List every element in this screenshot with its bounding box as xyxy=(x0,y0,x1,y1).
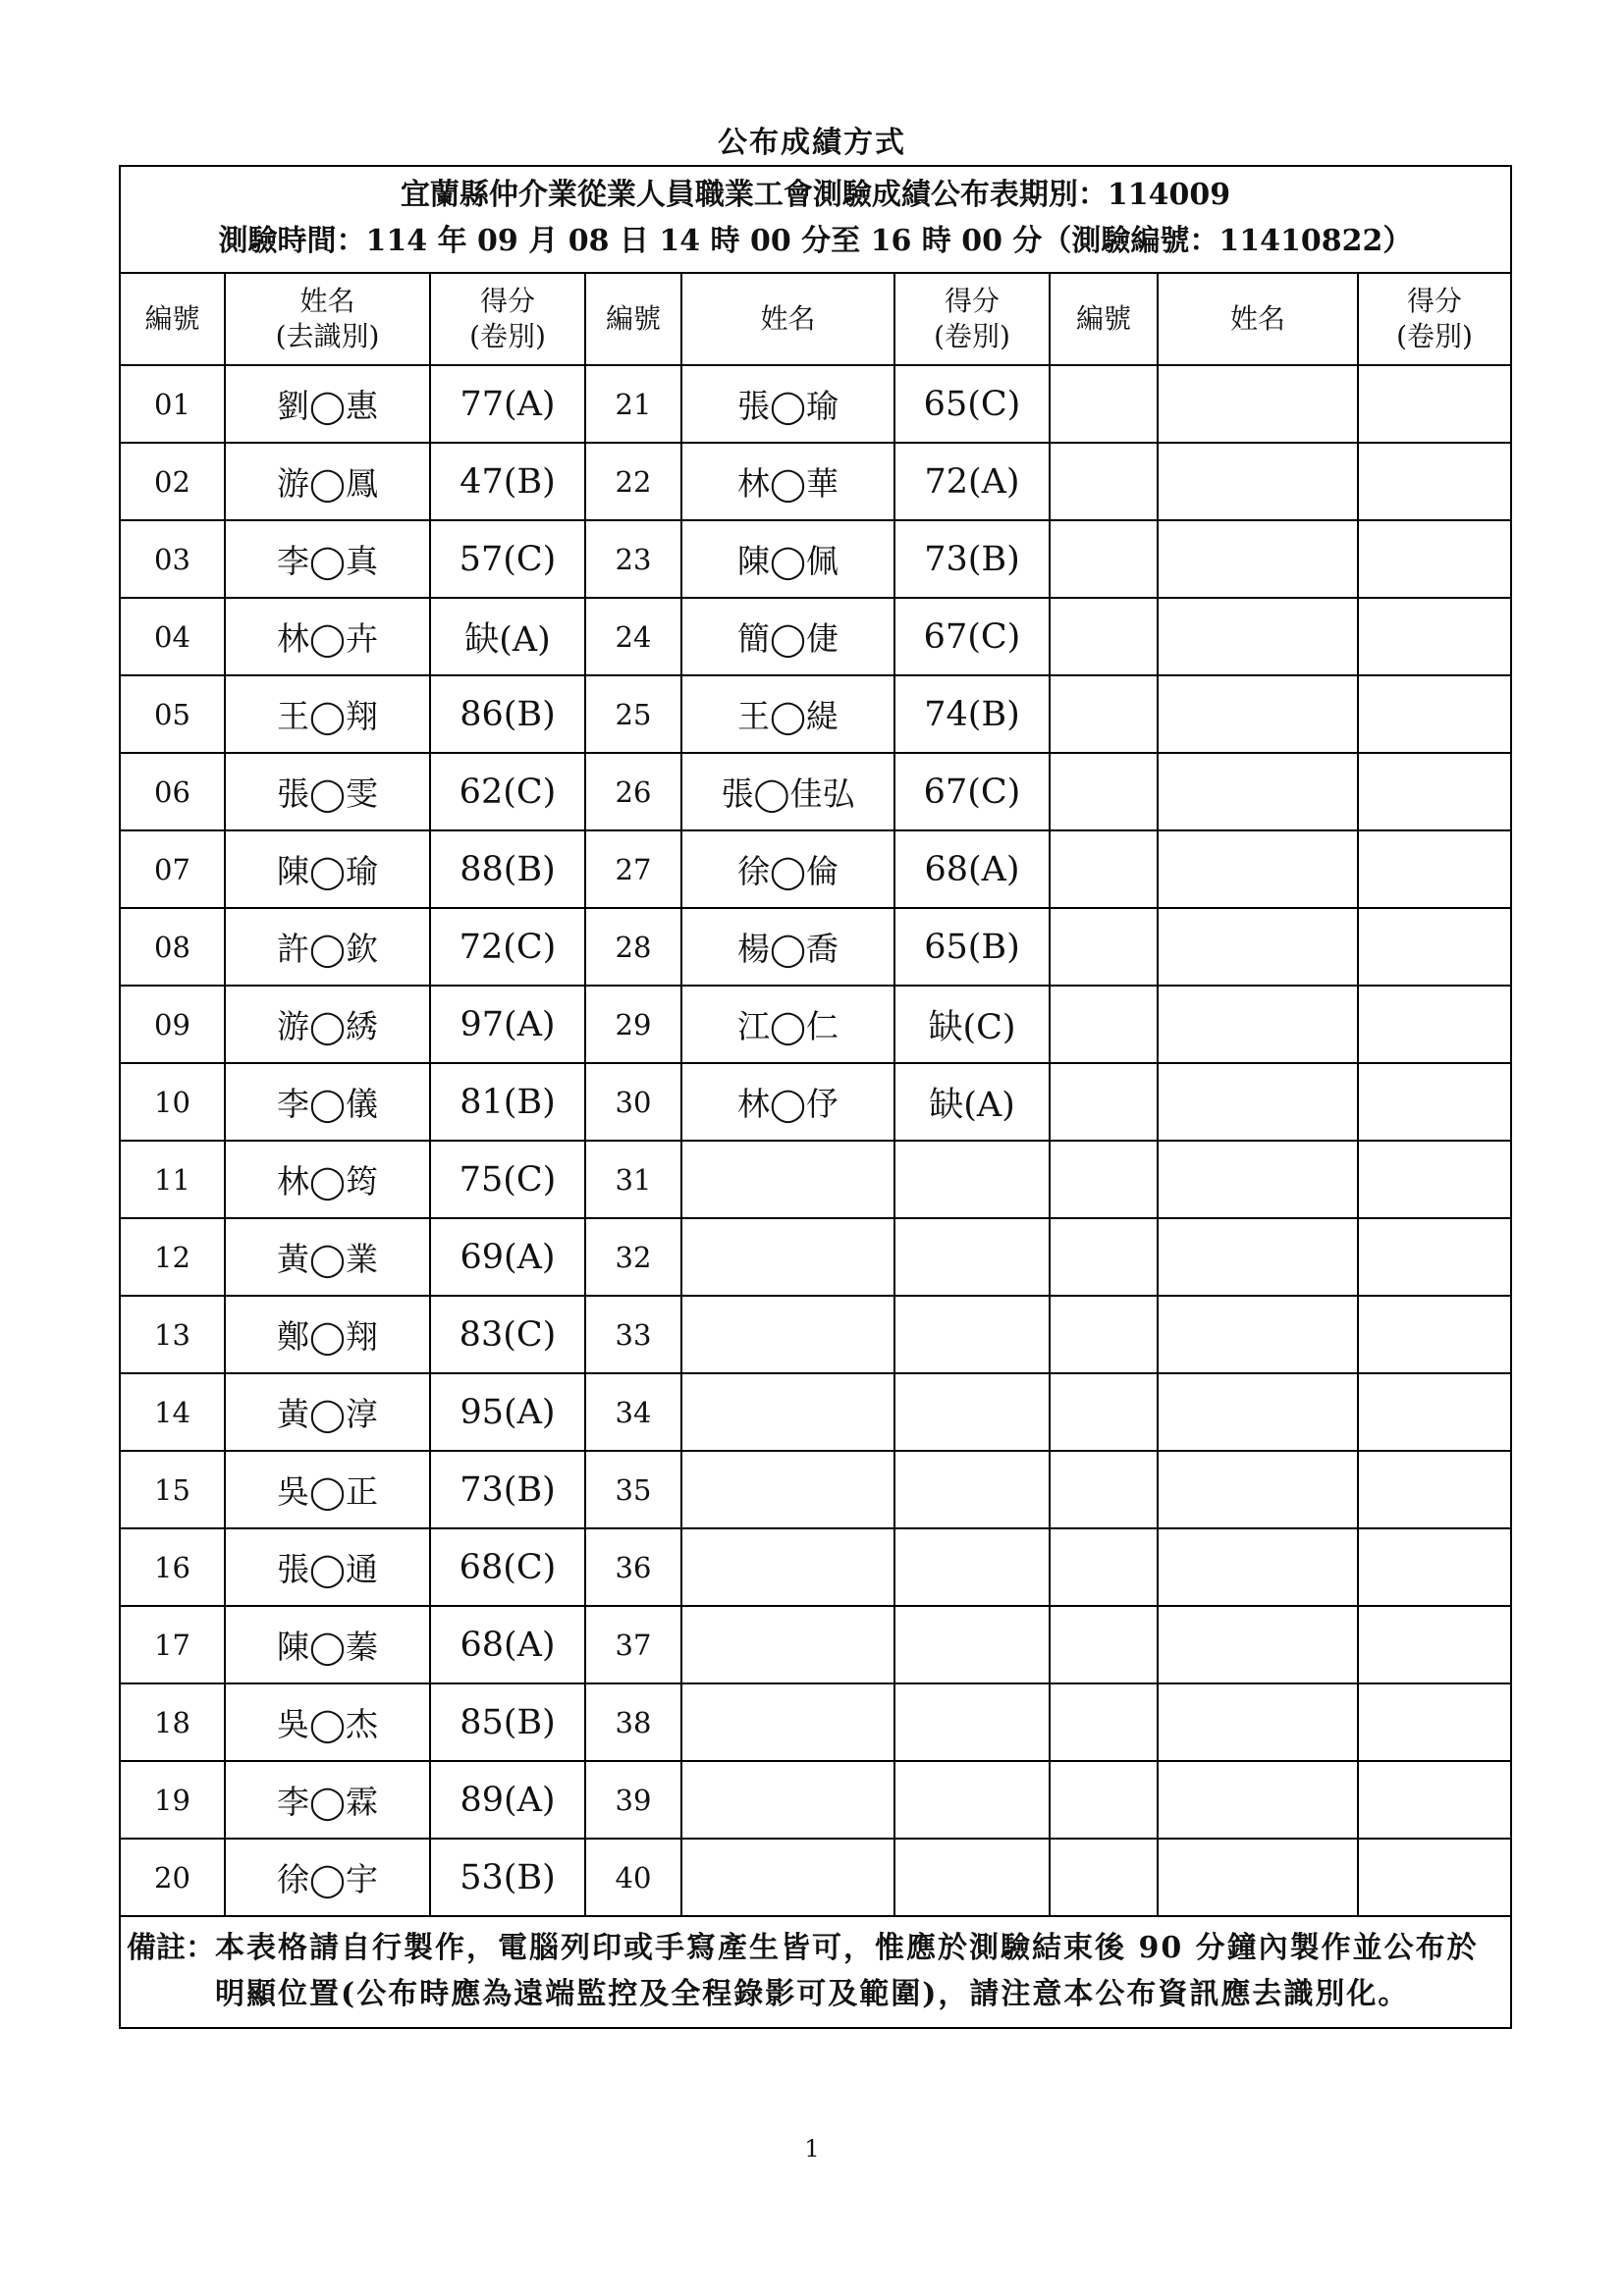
row-number: 11 xyxy=(121,1141,225,1218)
empty-score-cell xyxy=(1358,1761,1510,1839)
row-number: 27 xyxy=(585,830,681,908)
empty-number-cell xyxy=(1050,1451,1158,1528)
candidate-name: 王◯翔 xyxy=(225,675,430,753)
candidate-name: 李◯真 xyxy=(225,520,430,598)
candidate-name: 張◯佳弘 xyxy=(681,753,894,830)
empty-number-cell xyxy=(1050,1761,1158,1839)
row-number: 08 xyxy=(121,908,225,986)
empty-number-cell xyxy=(1050,520,1158,598)
empty-name-cell xyxy=(1158,1451,1358,1528)
candidate-score: 89(A) xyxy=(430,1761,585,1839)
table-row xyxy=(121,1683,1510,1761)
table-row xyxy=(121,675,1510,753)
empty-name-cell xyxy=(1158,520,1358,598)
col-header-score-sub: (卷別) xyxy=(469,320,546,352)
table-row xyxy=(121,986,1510,1063)
row-number: 03 xyxy=(121,520,225,598)
empty-score-cell xyxy=(1358,1141,1510,1218)
empty-score-cell xyxy=(1358,520,1510,598)
empty-number-cell xyxy=(1050,1063,1158,1141)
row-number: 40 xyxy=(585,1839,681,1916)
candidate-score: 65(B) xyxy=(894,908,1050,986)
candidate-score: 67(C) xyxy=(894,598,1050,675)
empty-number-cell xyxy=(1050,1839,1158,1916)
candidate-name: 鄭◯翔 xyxy=(225,1296,430,1373)
empty-score-cell xyxy=(1358,598,1510,675)
col-header-number: 編號 xyxy=(1050,274,1158,365)
candidate-name: 徐◯宇 xyxy=(225,1839,430,1916)
row-number: 34 xyxy=(585,1373,681,1451)
empty-number-cell xyxy=(1050,986,1158,1063)
candidate-score: 81(B) xyxy=(430,1063,585,1141)
candidate-score: 85(B) xyxy=(430,1683,585,1761)
row-number: 04 xyxy=(121,598,225,675)
candidate-score: 缺(C) xyxy=(894,986,1050,1063)
row-number: 10 xyxy=(121,1063,225,1141)
candidate-score xyxy=(894,1296,1050,1373)
candidate-name: 吳◯杰 xyxy=(225,1683,430,1761)
candidate-name: 簡◯倢 xyxy=(681,598,894,675)
row-number: 23 xyxy=(585,520,681,598)
table-row xyxy=(121,598,1510,675)
row-number: 14 xyxy=(121,1373,225,1451)
col-header-number: 編號 xyxy=(585,274,681,365)
empty-number-cell xyxy=(1050,1528,1158,1606)
table-row xyxy=(121,1528,1510,1606)
table-row xyxy=(121,1761,1510,1839)
candidate-score: 62(C) xyxy=(430,753,585,830)
col-header-name-sub: (去識別) xyxy=(275,320,380,352)
row-number: 07 xyxy=(121,830,225,908)
candidate-name: 吳◯正 xyxy=(225,1451,430,1528)
empty-name-cell xyxy=(1158,443,1358,520)
candidate-name xyxy=(681,1296,894,1373)
candidate-score: 68(A) xyxy=(430,1606,585,1683)
row-number: 12 xyxy=(121,1218,225,1296)
candidate-score: 69(A) xyxy=(430,1218,585,1296)
table-row xyxy=(121,753,1510,830)
empty-number-cell xyxy=(1050,365,1158,443)
candidate-score: 68(C) xyxy=(430,1528,585,1606)
row-number: 38 xyxy=(585,1683,681,1761)
row-number: 30 xyxy=(585,1063,681,1141)
row-number: 25 xyxy=(585,675,681,753)
table-row xyxy=(121,1606,1510,1683)
table-row xyxy=(121,1296,1510,1373)
page-number: 1 xyxy=(804,2135,820,2163)
score-sheet xyxy=(119,165,1512,2029)
table-row xyxy=(121,908,1510,986)
col-header-score-sub: (卷別) xyxy=(1396,320,1473,352)
table-row xyxy=(121,1141,1510,1218)
candidate-score: 53(B) xyxy=(430,1839,585,1916)
candidate-score: 65(C) xyxy=(894,365,1050,443)
row-number: 35 xyxy=(585,1451,681,1528)
empty-number-cell xyxy=(1050,1218,1158,1296)
col-header-name: 姓名 xyxy=(1158,274,1358,365)
empty-score-cell xyxy=(1358,1528,1510,1606)
candidate-name: 王◯緹 xyxy=(681,675,894,753)
empty-number-cell xyxy=(1050,1296,1158,1373)
row-number: 32 xyxy=(585,1218,681,1296)
candidate-score: 83(C) xyxy=(430,1296,585,1373)
candidate-score xyxy=(894,1373,1050,1451)
candidate-name: 陳◯蓁 xyxy=(225,1606,430,1683)
row-number: 24 xyxy=(585,598,681,675)
empty-number-cell xyxy=(1050,1141,1158,1218)
empty-name-cell xyxy=(1158,365,1358,443)
row-number: 37 xyxy=(585,1606,681,1683)
empty-score-cell xyxy=(1358,365,1510,443)
candidate-name xyxy=(681,1761,894,1839)
candidate-name: 江◯仁 xyxy=(681,986,894,1063)
candidate-name: 張◯瑜 xyxy=(681,365,894,443)
remarks-text: 本表格請自行製作，電腦列印或手寫產生皆可，惟應於測驗結束後 90 分鐘內製作並公布於明顯位置(公布時應為遠端監控及全程錄影可及範圍)，請注意本公布資訊應去識別化。 xyxy=(215,1931,1479,2011)
empty-score-cell xyxy=(1358,1373,1510,1451)
empty-score-cell xyxy=(1358,443,1510,520)
candidate-name: 陳◯佩 xyxy=(681,520,894,598)
empty-score-cell xyxy=(1358,1606,1510,1683)
header-line-2: 測驗時間：114 年 09 月 08 日 14 時 00 分至 16 時 00 分（測驗編號：11410822） xyxy=(218,224,1413,258)
table-row xyxy=(121,365,1510,443)
candidate-name: 游◯綉 xyxy=(225,986,430,1063)
candidate-score xyxy=(894,1141,1050,1218)
table-row xyxy=(121,443,1510,520)
col-header-score-label: 得分 xyxy=(1406,285,1462,317)
row-number: 22 xyxy=(585,443,681,520)
empty-name-cell xyxy=(1158,1141,1358,1218)
candidate-score xyxy=(894,1451,1050,1528)
row-number: 33 xyxy=(585,1296,681,1373)
candidate-name: 張◯雯 xyxy=(225,753,430,830)
col-header-score xyxy=(430,274,585,365)
table-row xyxy=(121,1839,1510,1916)
empty-score-cell xyxy=(1358,753,1510,830)
candidate-score xyxy=(894,1761,1050,1839)
empty-number-cell xyxy=(1050,908,1158,986)
row-number: 21 xyxy=(585,365,681,443)
empty-number-cell xyxy=(1050,675,1158,753)
empty-name-cell xyxy=(1158,1296,1358,1373)
candidate-name xyxy=(681,1141,894,1218)
empty-name-cell xyxy=(1158,1683,1358,1761)
candidate-score: 88(B) xyxy=(430,830,585,908)
empty-name-cell xyxy=(1158,1839,1358,1916)
candidate-name xyxy=(681,1683,894,1761)
empty-score-cell xyxy=(1358,908,1510,986)
candidate-score: 86(B) xyxy=(430,675,585,753)
candidate-score xyxy=(894,1683,1050,1761)
row-number: 31 xyxy=(585,1141,681,1218)
score-table xyxy=(121,274,1510,1917)
col-header-number: 編號 xyxy=(121,274,225,365)
empty-number-cell xyxy=(1050,1683,1158,1761)
empty-name-cell xyxy=(1158,598,1358,675)
row-number: 20 xyxy=(121,1839,225,1916)
candidate-name: 李◯霖 xyxy=(225,1761,430,1839)
remarks xyxy=(121,1917,1510,2027)
candidate-name xyxy=(681,1373,894,1451)
candidate-score: 77(A) xyxy=(430,365,585,443)
row-number: 39 xyxy=(585,1761,681,1839)
table-row xyxy=(121,1218,1510,1296)
row-number: 15 xyxy=(121,1451,225,1528)
row-number: 19 xyxy=(121,1761,225,1839)
candidate-name: 游◯鳳 xyxy=(225,443,430,520)
empty-score-cell xyxy=(1358,830,1510,908)
candidate-score: 72(A) xyxy=(894,443,1050,520)
candidate-score: 72(C) xyxy=(430,908,585,986)
empty-number-cell xyxy=(1050,1606,1158,1683)
empty-score-cell xyxy=(1358,1218,1510,1296)
col-header-score-sub: (卷別) xyxy=(934,320,1010,352)
candidate-name: 徐◯倫 xyxy=(681,830,894,908)
empty-name-cell xyxy=(1158,675,1358,753)
empty-name-cell xyxy=(1158,1218,1358,1296)
candidate-score: 67(C) xyxy=(894,753,1050,830)
candidate-score: 97(A) xyxy=(430,986,585,1063)
remarks-label: 備註： xyxy=(127,1931,215,1965)
col-header-score-label: 得分 xyxy=(479,285,535,317)
candidate-score: 缺(A) xyxy=(894,1063,1050,1141)
candidate-name: 許◯欽 xyxy=(225,908,430,986)
header-line-1: 宜蘭縣仲介業從業人員職業工會測驗成績公布表期別：114009 xyxy=(400,178,1231,212)
row-number: 09 xyxy=(121,986,225,1063)
empty-number-cell xyxy=(1050,830,1158,908)
row-number: 16 xyxy=(121,1528,225,1606)
candidate-name: 楊◯喬 xyxy=(681,908,894,986)
empty-score-cell xyxy=(1358,1451,1510,1528)
row-number: 17 xyxy=(121,1606,225,1683)
candidate-score: 95(A) xyxy=(430,1373,585,1451)
empty-name-cell xyxy=(1158,1528,1358,1606)
table-row xyxy=(121,1373,1510,1451)
table-row xyxy=(121,1063,1510,1141)
col-header-score-label: 得分 xyxy=(944,285,1000,317)
empty-name-cell xyxy=(1158,1761,1358,1839)
empty-name-cell xyxy=(1158,1063,1358,1141)
table-row xyxy=(121,830,1510,908)
empty-score-cell xyxy=(1358,675,1510,753)
candidate-score: 75(C) xyxy=(430,1141,585,1218)
candidate-name: 陳◯瑜 xyxy=(225,830,430,908)
col-header-score xyxy=(1358,274,1510,365)
row-number: 29 xyxy=(585,986,681,1063)
empty-number-cell xyxy=(1050,598,1158,675)
empty-score-cell xyxy=(1358,1063,1510,1141)
candidate-name: 劉◯惠 xyxy=(225,365,430,443)
candidate-name xyxy=(681,1606,894,1683)
candidate-name: 林◯卉 xyxy=(225,598,430,675)
candidate-name: 林◯伃 xyxy=(681,1063,894,1141)
candidate-score xyxy=(894,1606,1050,1683)
candidate-score xyxy=(894,1839,1050,1916)
row-number: 06 xyxy=(121,753,225,830)
empty-name-cell xyxy=(1158,753,1358,830)
candidate-score: 57(C) xyxy=(430,520,585,598)
empty-name-cell xyxy=(1158,1373,1358,1451)
candidate-name: 黃◯業 xyxy=(225,1218,430,1296)
candidate-score: 47(B) xyxy=(430,443,585,520)
empty-name-cell xyxy=(1158,830,1358,908)
candidate-score xyxy=(894,1528,1050,1606)
table-row xyxy=(121,520,1510,598)
col-header-score xyxy=(894,274,1050,365)
col-header-name-deidentified xyxy=(225,274,430,365)
empty-score-cell xyxy=(1358,986,1510,1063)
empty-name-cell xyxy=(1158,1606,1358,1683)
candidate-name xyxy=(681,1839,894,1916)
candidate-name xyxy=(681,1451,894,1528)
col-header-name-label: 姓名 xyxy=(299,285,355,317)
row-number: 26 xyxy=(585,753,681,830)
col-header-name: 姓名 xyxy=(681,274,894,365)
empty-name-cell xyxy=(1158,986,1358,1063)
empty-name-cell xyxy=(1158,908,1358,986)
candidate-name: 黃◯淳 xyxy=(225,1373,430,1451)
row-number: 18 xyxy=(121,1683,225,1761)
empty-score-cell xyxy=(1358,1296,1510,1373)
page-title: 公布成績方式 xyxy=(718,126,906,160)
candidate-name: 林◯筠 xyxy=(225,1141,430,1218)
candidate-score: 73(B) xyxy=(430,1451,585,1528)
row-number: 13 xyxy=(121,1296,225,1373)
candidate-score: 缺(A) xyxy=(430,598,585,675)
empty-score-cell xyxy=(1358,1839,1510,1916)
row-number: 36 xyxy=(585,1528,681,1606)
row-number: 02 xyxy=(121,443,225,520)
candidate-name: 張◯通 xyxy=(225,1528,430,1606)
candidate-score xyxy=(894,1218,1050,1296)
candidate-name: 林◯華 xyxy=(681,443,894,520)
row-number: 05 xyxy=(121,675,225,753)
candidate-name xyxy=(681,1218,894,1296)
table-header-row xyxy=(121,274,1510,365)
empty-number-cell xyxy=(1050,1373,1158,1451)
table-row xyxy=(121,1451,1510,1528)
empty-score-cell xyxy=(1358,1683,1510,1761)
empty-number-cell xyxy=(1050,753,1158,830)
sheet-header xyxy=(121,167,1510,274)
candidate-score: 74(B) xyxy=(894,675,1050,753)
empty-number-cell xyxy=(1050,443,1158,520)
candidate-name xyxy=(681,1528,894,1606)
candidate-name: 李◯儀 xyxy=(225,1063,430,1141)
row-number: 01 xyxy=(121,365,225,443)
row-number: 28 xyxy=(585,908,681,986)
candidate-score: 68(A) xyxy=(894,830,1050,908)
candidate-score: 73(B) xyxy=(894,520,1050,598)
